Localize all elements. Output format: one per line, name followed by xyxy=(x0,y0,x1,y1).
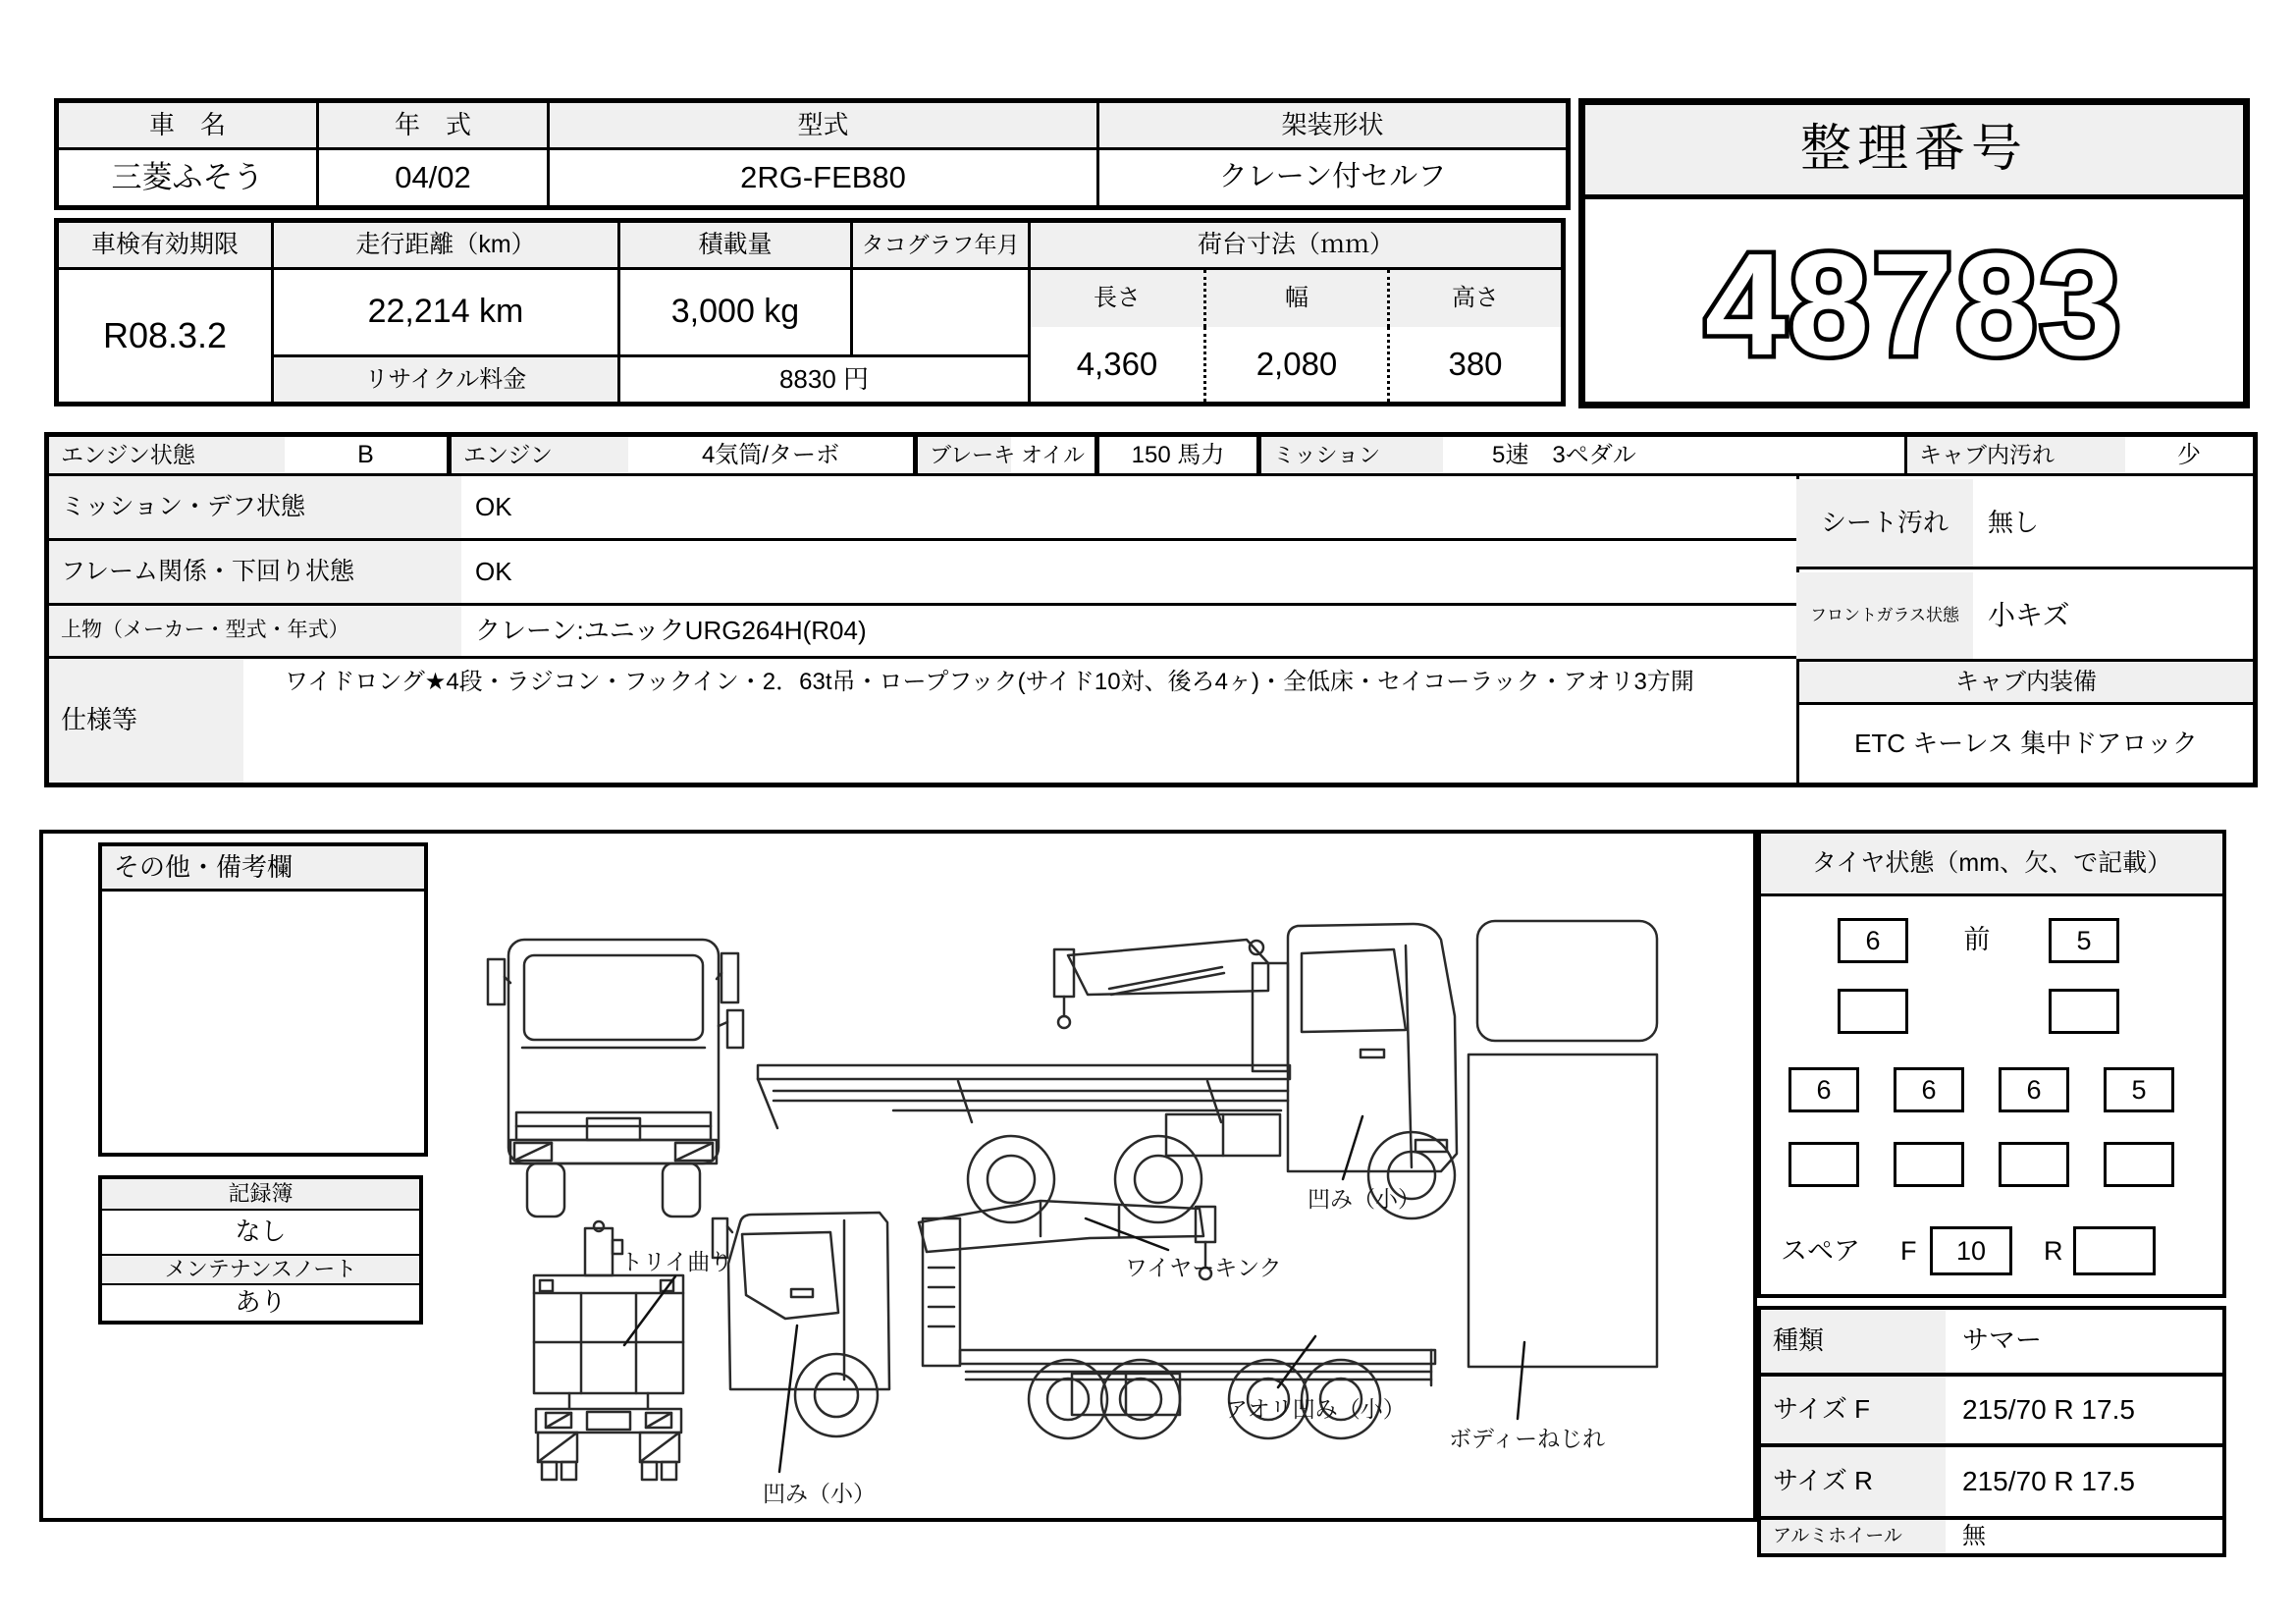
length-subheader: 長さ xyxy=(1031,270,1203,327)
tire-front-right: 5 xyxy=(2049,918,2119,963)
spec-value: ワイドロング★4段・ラジコン・フックイン・2．63t吊・ロープフック(サイド10対、後ろ4ヶ)・全低床・セイコーラック・アオリ3方開 xyxy=(285,669,1694,696)
upper-body-label: 上物（メーカー・型式・年式） xyxy=(49,606,461,659)
tire-size-table xyxy=(1757,1306,2226,1557)
shaken-value: R08.3.2 xyxy=(59,270,274,402)
damage-diagram xyxy=(39,830,1757,1522)
tire-front-left-2 xyxy=(1838,989,1908,1034)
spec-table xyxy=(54,218,1566,406)
tire-size-f-label: サイズ F xyxy=(1761,1373,1946,1443)
tire-front-left: 6 xyxy=(1838,918,1908,963)
cab-dirt-value: 少 xyxy=(2125,437,2253,476)
engine-label: エンジン xyxy=(447,437,628,476)
frame-value: OK xyxy=(461,541,1796,606)
seat-dirt-label: シート汚れ xyxy=(1796,479,1973,567)
label-body-twist: ボディーねじれ xyxy=(1449,1426,1606,1451)
logbook-header: 記録簿 xyxy=(102,1179,419,1211)
recycle-fee-label: リサイクル料金 xyxy=(274,354,620,402)
label-dent-2: 凹み（小） xyxy=(763,1481,876,1506)
mileage-value: 22,214 km xyxy=(274,270,620,354)
upper-body-value: クレーン:ユニックURG264H(R04) xyxy=(461,606,1796,659)
remarks-header: その他・備考欄 xyxy=(102,846,424,892)
mission-value: 5速 3ペダル xyxy=(1443,437,1904,476)
body-shape-header: 架装形状 xyxy=(1099,103,1566,150)
tire-rear2-4 xyxy=(2104,1142,2174,1187)
tire-rear-3: 6 xyxy=(1999,1067,2069,1112)
alumi-wheel-label: アルミホイール xyxy=(1761,1516,1946,1553)
tire-type-label: 種類 xyxy=(1761,1310,1946,1373)
tire-front-right-2 xyxy=(2049,989,2119,1034)
tire-rear2-2 xyxy=(1894,1142,1964,1187)
height-value: 380 xyxy=(1387,327,1561,402)
truck-side-view-1 xyxy=(758,924,1457,1222)
tachograph-header: タコグラフ年月 xyxy=(853,223,1031,270)
brake-label: ブレーキ xyxy=(913,437,1011,476)
mission-diff-label: ミッション・デフ状態 xyxy=(49,476,461,541)
engine-value: 4気筒/ターボ xyxy=(628,437,913,476)
maintenance-value: あり xyxy=(235,1287,287,1318)
cab-dirt-label: キャブ内汚れ xyxy=(1904,437,2125,476)
spare-f-value: 10 xyxy=(1930,1226,2012,1275)
tire-rear-2: 6 xyxy=(1894,1067,1964,1112)
payload-header: 積載量 xyxy=(620,223,853,270)
car-name-header: 車 名 xyxy=(59,103,319,150)
reference-number-value: 48783 xyxy=(1704,224,2124,386)
vehicle-identity-table xyxy=(54,98,1571,210)
condition-table xyxy=(44,432,2258,787)
cab-equip-value: ETC キーレス 集中ドアロック xyxy=(1796,705,2253,783)
mileage-header: 走行距離（km） xyxy=(274,223,620,270)
shaken-header: 車検有効期限 xyxy=(59,223,274,270)
year-header: 年 式 xyxy=(319,103,550,150)
tire-rear2-3 xyxy=(1999,1142,2069,1187)
tire-front-label: 前 xyxy=(1963,925,1991,955)
windshield-value: 小キズ xyxy=(1988,599,2070,630)
recycle-fee-value: 8830 円 xyxy=(620,354,1031,402)
seat-dirt-value: 無し xyxy=(1988,507,2040,537)
tire-size-r-label: サイズ R xyxy=(1761,1443,1946,1516)
frame-label: フレーム関係・下回り状態 xyxy=(49,541,461,606)
bed-dimensions-header: 荷台寸法（ｍｍ） xyxy=(1031,223,1561,270)
label-torii-bend: トリイ曲り xyxy=(620,1249,733,1274)
label-aori-dent: アオリ凹み（小） xyxy=(1225,1396,1406,1422)
label-wire-kink: ワイヤーキンク xyxy=(1125,1255,1282,1280)
year-value: 04/02 xyxy=(319,150,550,205)
tire-panel-header: タイヤ状態（mm、欠、で記載） xyxy=(1761,834,2222,896)
tire-condition-panel xyxy=(1757,830,2226,1298)
spare-label: スペア xyxy=(1781,1236,1860,1267)
logbook-value: なし xyxy=(235,1217,287,1247)
truck-front-view xyxy=(488,940,743,1217)
tire-rear-4: 5 xyxy=(2104,1067,2174,1112)
label-dent-1: 凹み（小） xyxy=(1308,1186,1420,1212)
brake-value: オイル xyxy=(1011,437,1095,476)
model-header: 型式 xyxy=(550,103,1099,150)
mission-label: ミッション xyxy=(1261,437,1443,476)
length-value: 4,360 xyxy=(1076,346,1158,383)
reference-number-header: 整理番号 xyxy=(1585,105,2243,199)
height-subheader: 高さ xyxy=(1387,270,1561,327)
tachograph-value xyxy=(853,270,1031,354)
width-subheader: 幅 xyxy=(1203,270,1387,327)
tire-size-r-value: 215/70 R 17.5 xyxy=(1946,1443,2222,1516)
reference-number-figure xyxy=(1585,199,2243,402)
engine-state-label: エンジン状態 xyxy=(49,437,285,476)
mission-diff-value: OK xyxy=(461,476,1796,541)
spec-label: 仕様等 xyxy=(49,659,243,783)
payload-value: 3,000 kg xyxy=(620,270,853,354)
truck-top-view xyxy=(1468,921,1657,1367)
horsepower-value: 150 馬力 xyxy=(1095,437,1261,476)
tire-size-f-value: 215/70 R 17.5 xyxy=(1946,1373,2222,1443)
tire-rear2-1 xyxy=(1789,1142,1859,1187)
alumi-wheel-value: 無 xyxy=(1946,1516,2222,1553)
cab-equip-header: キャブ内装備 xyxy=(1796,662,2253,705)
maintenance-header: メンテナンスノート xyxy=(102,1254,419,1285)
width-value: 2,080 xyxy=(1203,327,1387,402)
tire-type-value: サマー xyxy=(1962,1325,2042,1356)
body-shape-value: クレーン付セルフ xyxy=(1218,161,1447,193)
spare-r-value xyxy=(2073,1226,2156,1275)
car-name-value: 三菱ふそう xyxy=(59,150,319,205)
reference-number-box xyxy=(1578,98,2250,408)
windshield-label: フロントガラス状態 xyxy=(1796,572,1973,659)
spare-r-label: R xyxy=(2044,1236,2063,1267)
model-value: 2RG-FEB80 xyxy=(550,150,1099,205)
engine-state-value: B xyxy=(285,437,447,476)
spare-f-label: F xyxy=(1900,1236,1917,1267)
tire-rear-1: 6 xyxy=(1789,1067,1859,1112)
